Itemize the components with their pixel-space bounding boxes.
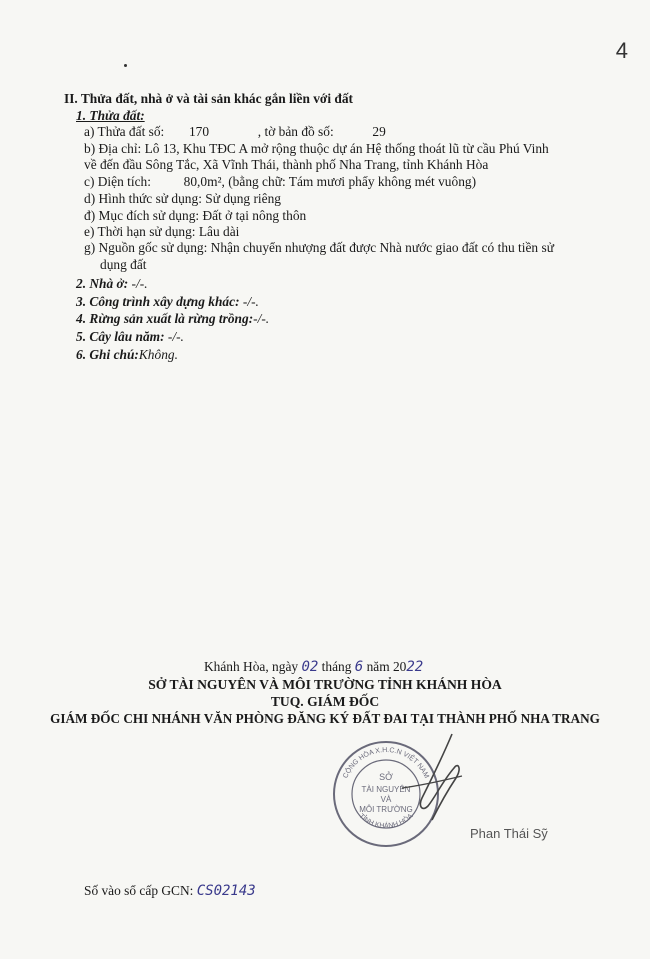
- usage-form: d) Hình thức sử dụng: Sử dụng riêng: [84, 191, 281, 206]
- parcel-row: [84, 124, 386, 140]
- date-day: 02: [301, 659, 319, 675]
- area-label: c) Diện tích:: [84, 174, 151, 189]
- item-house: 2. Nhà ở: -/-.: [76, 276, 148, 291]
- gcn-label: Số vào sổ cấp GCN:: [84, 883, 194, 898]
- usage-purpose: đ) Mục đích sử dụng: Đất ở tại nông thôn: [84, 208, 307, 223]
- sheet-label: , tờ bản đồ số:: [257, 124, 334, 139]
- area-value: 80,0m², (bằng chữ: Tám mươi phẩy không mét vuông): [183, 174, 477, 189]
- section-title: II. Thửa đất, nhà ở và tài sản khác gắn liền với đất: [64, 91, 354, 106]
- parcel-label: a) Thửa đất số:: [84, 124, 165, 139]
- seal-center-2: TÀI NGUYÊN: [361, 785, 411, 794]
- issue-date: Khánh Hòa, ngày 02 tháng 6 năm 2022: [204, 659, 424, 675]
- gcn-number: CS02143: [196, 883, 256, 899]
- area-row: [84, 174, 476, 190]
- item-perennial-trees: 5. Cây lâu năm: -/-.: [76, 329, 184, 344]
- item-planted-forest: 4. Rừng sản xuất là rừng trồng:-/-.: [76, 311, 270, 326]
- seal-outer-bottom: TỈNH KHÁNH HÒA: [357, 812, 415, 830]
- address-line-2: về đến đầu Sông Tắc, Xã Vĩnh Thái, thành phố Nha Trang, tỉnh Khánh Hòa: [84, 157, 489, 172]
- usage-term: e) Thời hạn sử dụng: Lâu dài: [84, 224, 240, 239]
- parcel-number: 170: [188, 124, 210, 139]
- org-line-1: SỞ TÀI NGUYÊN VÀ MÔI TRƯỜNG TỈNH KHÁNH HÒA: [148, 677, 502, 692]
- seal-center-4: MÔI TRƯỜNG: [359, 805, 413, 814]
- handwritten-signature: [392, 728, 472, 828]
- item-other-construction: 3. Công trình xây dựng khác: -/-.: [76, 294, 259, 309]
- signer-name: Phan Thái Sỹ: [470, 826, 548, 841]
- date-year: 22: [406, 659, 424, 675]
- seal-center-1: SỞ: [379, 772, 393, 782]
- seal-center-3: VÀ: [380, 795, 392, 804]
- address-line-1: b) Địa chỉ: Lô 13, Khu TĐC A mở rộng thuộc dự án Hệ thống thoát lũ từ cầu Phú Vinh: [84, 141, 549, 156]
- date-month: 6: [354, 659, 364, 675]
- origin-line-1: g) Nguồn gốc sử dụng: Nhận chuyển nhượng đất được Nhà nước giao đất có thu tiền sử: [84, 240, 554, 255]
- land-heading: 1. Thửa đất:: [76, 108, 145, 123]
- origin-line-2: dụng đất: [100, 257, 147, 272]
- item-notes: 6. Ghi chú:Không.: [76, 347, 178, 362]
- gcn-row: [84, 883, 256, 899]
- org-line-2: TUQ. GIÁM ĐỐC: [270, 694, 380, 709]
- seal-outer-top: CỘNG HÒA X.H.C.N VIỆT NAM: [342, 746, 430, 780]
- sheet-number: 29: [372, 124, 386, 139]
- page-number: 4: [615, 38, 628, 63]
- org-line-3: GIÁM ĐỐC CHI NHÁNH VĂN PHÒNG ĐĂNG KÝ ĐẤT ĐAI TẠI THÀNH PHỐ NHA TRANG: [50, 711, 600, 726]
- speck: [124, 64, 127, 67]
